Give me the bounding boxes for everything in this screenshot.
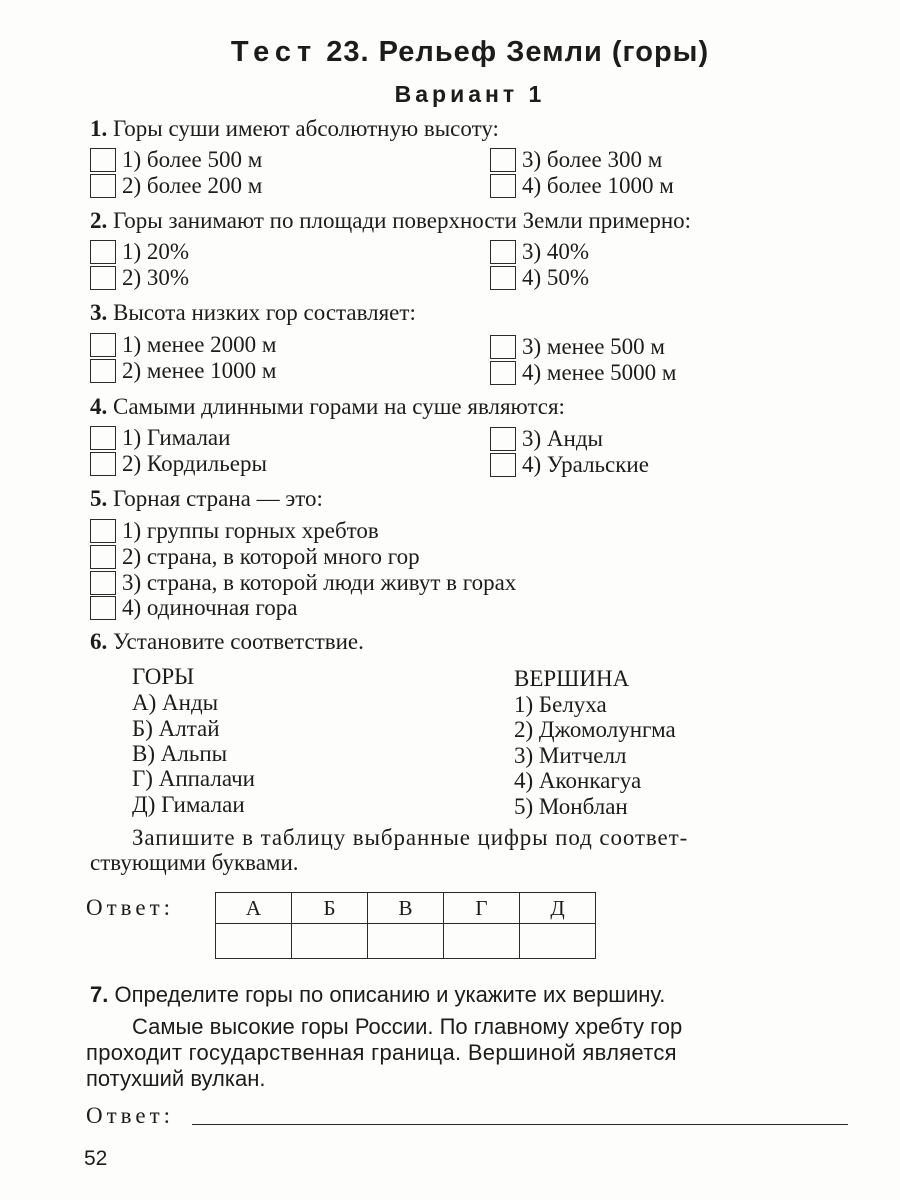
question-4 (90, 394, 565, 420)
q2-option-3[interactable] (490, 239, 589, 265)
answer-table-header: Б (292, 893, 368, 924)
checkbox[interactable] (490, 148, 516, 172)
checkbox[interactable] (490, 266, 516, 290)
checkbox[interactable] (490, 240, 516, 264)
checkbox[interactable] (90, 452, 116, 476)
checkbox[interactable] (490, 453, 516, 477)
checkbox[interactable] (90, 174, 116, 198)
answer-table-header: В (368, 893, 444, 924)
option-label: 2) менее 1000 м (122, 358, 277, 383)
answer-cell-g[interactable] (444, 924, 520, 959)
checkbox[interactable] (90, 571, 116, 595)
q5-option-4[interactable] (90, 595, 297, 621)
question-number: 3. (90, 300, 108, 325)
option-label: 2) более 200 м (122, 173, 263, 198)
question-number: 1. (90, 116, 108, 141)
checkbox[interactable] (90, 359, 116, 383)
mountains-header: ГОРЫ (132, 664, 195, 689)
q4-option-1[interactable] (90, 425, 230, 451)
answer-table-header: Д (520, 893, 596, 924)
variant-heading: Вариант 1 (394, 81, 546, 107)
mountains-item-v: В) Альпы (132, 741, 228, 766)
checkbox[interactable] (90, 266, 116, 290)
peak-item-3: 3) Митчелл (514, 743, 627, 768)
answer-table-input-row (216, 924, 596, 959)
description-line-1: Самые высокие горы России. По главному хребту гор (132, 1014, 683, 1039)
question-number: 2. (90, 208, 108, 233)
checkbox[interactable] (90, 545, 116, 569)
checkbox[interactable] (490, 427, 516, 451)
option-label: 2) 30% (122, 265, 190, 290)
q1-option-3[interactable] (490, 147, 662, 173)
page-number: 52 (84, 1147, 108, 1170)
q4-option-3[interactable] (490, 426, 603, 452)
question-number: 7. (90, 982, 109, 1007)
option-label: 3) 40% (522, 239, 590, 264)
peak-item-4: 4) Аконкагуа (514, 768, 642, 793)
q3-option-1[interactable] (90, 332, 276, 358)
page-title (0, 36, 900, 69)
option-label: 4) одиночная гора (122, 595, 298, 620)
option-label: 3) более 300 м (522, 147, 663, 172)
question-1 (90, 116, 499, 142)
description-line-2: проходит государственная граница. Вершиной является (86, 1040, 677, 1065)
option-label: 2) страна, в которой много гор (122, 544, 420, 569)
description-line-3: потухший вулкан. (86, 1066, 266, 1091)
answer-table-header: А (216, 893, 292, 924)
question-text: Горы занимают по площади поверхности Земли примерно: (113, 208, 692, 233)
question-2 (90, 208, 691, 234)
option-label: 2) Кордильеры (122, 451, 267, 476)
option-label: 3) менее 500 м (522, 334, 665, 359)
answer-cell-b[interactable] (292, 924, 368, 959)
peak-item-5: 5) Монблан (514, 794, 628, 819)
checkbox[interactable] (90, 519, 116, 543)
checkbox[interactable] (490, 361, 516, 385)
question-5 (90, 486, 323, 512)
q4-option-2[interactable] (90, 451, 267, 477)
answer-table (215, 892, 596, 959)
answer-table-header: Г (444, 893, 520, 924)
peak-item-2: 2) Джомолунгма (514, 717, 676, 742)
answer-label: Ответ: (86, 895, 175, 920)
option-label: 1) группы горных хребтов (122, 518, 379, 543)
q1-option-4[interactable] (490, 173, 674, 199)
option-label: 1) Гималаи (122, 425, 231, 450)
q1-option-2[interactable] (90, 173, 262, 199)
answer-cell-v[interactable] (368, 924, 444, 959)
q5-option-1[interactable] (90, 518, 379, 544)
title-test-word: Тест (230, 36, 318, 68)
option-label: 4) 50% (522, 265, 590, 290)
option-label: 4) более 1000 м (522, 173, 674, 198)
question-number: 5. (90, 486, 108, 511)
option-label: 1) менее 2000 м (122, 332, 277, 357)
q2-option-4[interactable] (490, 265, 589, 291)
mountains-item-d: Д) Гималаи (132, 792, 245, 817)
checkbox[interactable] (490, 335, 516, 359)
q1-option-1[interactable] (90, 147, 262, 173)
q2-option-2[interactable] (90, 265, 189, 291)
mountains-item-a: А) Анды (132, 690, 219, 715)
option-label: 4) Уральские (522, 452, 649, 477)
question-text: Горы суши имеют абсолютную высоту: (113, 116, 499, 141)
title-text: 23. Рельеф Земли (горы) (326, 36, 710, 68)
question-6 (90, 629, 364, 655)
answer-cell-d[interactable] (520, 924, 596, 959)
checkbox[interactable] (90, 240, 116, 264)
question-7 (90, 982, 665, 1008)
question-text: Определите горы по описанию и укажите их вершину. (114, 982, 666, 1007)
checkbox[interactable] (90, 596, 116, 620)
peak-header: ВЕРШИНА (514, 666, 630, 691)
checkbox[interactable] (90, 333, 116, 357)
q5-option-2[interactable] (90, 544, 420, 570)
q3-option-3[interactable] (490, 334, 665, 360)
option-label: 4) менее 5000 м (522, 360, 677, 385)
mountains-item-b: Б) Алтай (132, 716, 220, 741)
option-label: 3) страна, в которой люди живут в горах (122, 570, 517, 595)
answer-label-7: Ответ: (86, 1103, 175, 1128)
peak-item-1: 1) Белуха (514, 692, 607, 717)
option-label: 1) более 500 м (122, 147, 263, 172)
instruction-line-2: ствующими буквами. (90, 850, 299, 875)
checkbox[interactable] (90, 426, 116, 450)
question-text: Горная страна — это: (113, 486, 323, 511)
checkbox[interactable] (490, 174, 516, 198)
checkbox[interactable] (90, 148, 116, 172)
q3-option-2[interactable] (90, 358, 276, 384)
q2-option-1[interactable] (90, 239, 189, 265)
question-number: 4. (90, 394, 108, 419)
instruction-line-1: Запишите в таблицу выбранные цифры под соответ- (132, 825, 689, 850)
option-label: 3) Анды (522, 426, 603, 451)
question-3 (90, 300, 416, 326)
mountains-item-g: Г) Аппалачи (132, 766, 255, 791)
answer-cell-a[interactable] (216, 924, 292, 959)
question-text: Установите соответствие. (113, 629, 364, 654)
answer-line[interactable] (192, 1124, 848, 1125)
question-number: 6. (90, 629, 108, 654)
question-text: Высота низких гор составляет: (113, 300, 416, 325)
q5-option-3[interactable] (90, 570, 516, 596)
option-label: 1) 20% (122, 239, 190, 264)
q3-option-4[interactable] (490, 360, 676, 386)
question-text: Самыми длинными горами на суше являются: (113, 394, 565, 419)
answer-table-header-row (216, 893, 596, 924)
q4-option-4[interactable] (490, 452, 649, 478)
